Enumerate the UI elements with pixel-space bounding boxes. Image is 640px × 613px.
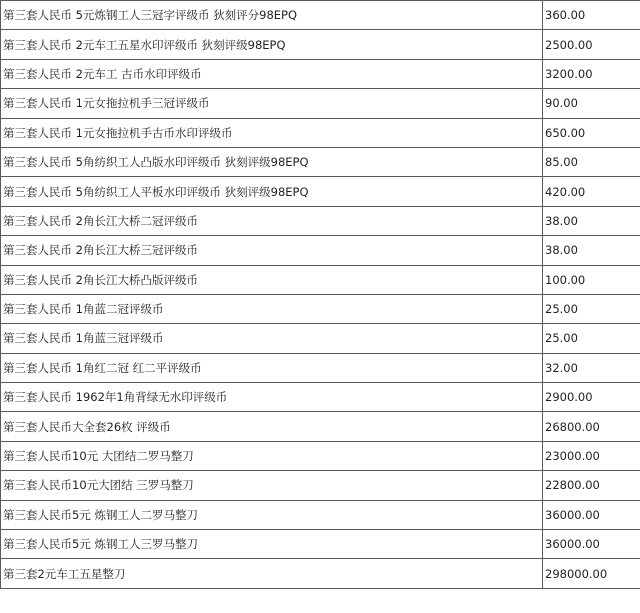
item-price-cell: 26800.00 [543,412,640,441]
item-name-cell: 第三套人民币 1元女拖拉机手古币水印评级币 [1,118,543,147]
item-price-cell: 32.00 [543,353,640,382]
item-price-cell: 420.00 [543,177,640,206]
item-name-cell: 第三套人民币 1角蓝二冠评级币 [1,294,543,323]
item-name-cell: 第三套人民币 2角长江大桥二冠评级币 [1,206,543,235]
table-row [1,294,640,323]
item-price-cell: 2500.00 [543,30,640,59]
table-row [1,59,640,88]
table-row [1,177,640,206]
item-price-cell: 90.00 [543,89,640,118]
item-price-cell: 23000.00 [543,441,640,470]
table-row [1,1,640,30]
table-row [1,353,640,382]
item-name-cell: 第三套人民币10元大团结 三罗马整刀 [1,471,543,500]
item-price-cell: 25.00 [543,324,640,353]
item-name-cell: 第三套人民币 1元女拖拉机手三冠评级币 [1,89,543,118]
table-row [1,147,640,176]
table-row [1,89,640,118]
item-name-cell: 第三套人民币5元 炼钢工人三罗马整刀 [1,530,543,559]
item-name-cell: 第三套人民币 5角纺织工人平板水印评级币 狄刻评级98EPQ [1,177,543,206]
item-name-cell: 第三套2元车工五星整刀 [1,559,543,588]
table-row [1,441,640,470]
item-price-cell: 3200.00 [543,59,640,88]
price-table-body [1,1,640,589]
item-price-cell: 650.00 [543,118,640,147]
item-name-cell: 第三套人民币 1角蓝三冠评级币 [1,324,543,353]
item-name-cell: 第三套人民币 2角长江大桥凸版评级币 [1,265,543,294]
item-price-cell: 85.00 [543,147,640,176]
item-name-cell: 第三套人民币 2元车工 古币水印评级币 [1,59,543,88]
item-name-cell: 第三套人民币大全套26枚 评级币 [1,412,543,441]
item-name-cell: 第三套人民币 5元炼钢工人三冠字评级币 狄刻评分98EPQ [1,1,543,30]
table-row [1,30,640,59]
table-row [1,471,640,500]
item-name-cell: 第三套人民币 2元车工五星水印评级币 狄刻评级98EPQ [1,30,543,59]
table-row [1,324,640,353]
item-price-cell: 38.00 [543,236,640,265]
item-name-cell: 第三套人民币10元 大团结二罗马整刀 [1,441,543,470]
item-name-cell: 第三套人民币5元 炼钢工人二罗马整刀 [1,500,543,529]
item-name-cell: 第三套人民币 1962年1角背绿无水印评级币 [1,383,543,412]
table-row [1,383,640,412]
table-row [1,530,640,559]
item-price-cell: 36000.00 [543,500,640,529]
table-row [1,265,640,294]
table-row [1,412,640,441]
item-name-cell: 第三套人民币 1角红二冠 红二平评级币 [1,353,543,382]
item-price-cell: 22800.00 [543,471,640,500]
table-row [1,206,640,235]
table-row [1,118,640,147]
table-row [1,500,640,529]
item-price-cell: 36000.00 [543,530,640,559]
item-price-cell: 2900.00 [543,383,640,412]
item-price-cell: 25.00 [543,294,640,323]
table-row [1,559,640,588]
item-price-cell: 100.00 [543,265,640,294]
item-name-cell: 第三套人民币 2角长江大桥三冠评级币 [1,236,543,265]
item-price-cell: 298000.00 [543,559,640,588]
item-price-cell: 38.00 [543,206,640,235]
item-name-cell: 第三套人民币 5角纺织工人凸版水印评级币 狄刻评级98EPQ [1,147,543,176]
item-price-cell: 360.00 [543,1,640,30]
table-row [1,236,640,265]
